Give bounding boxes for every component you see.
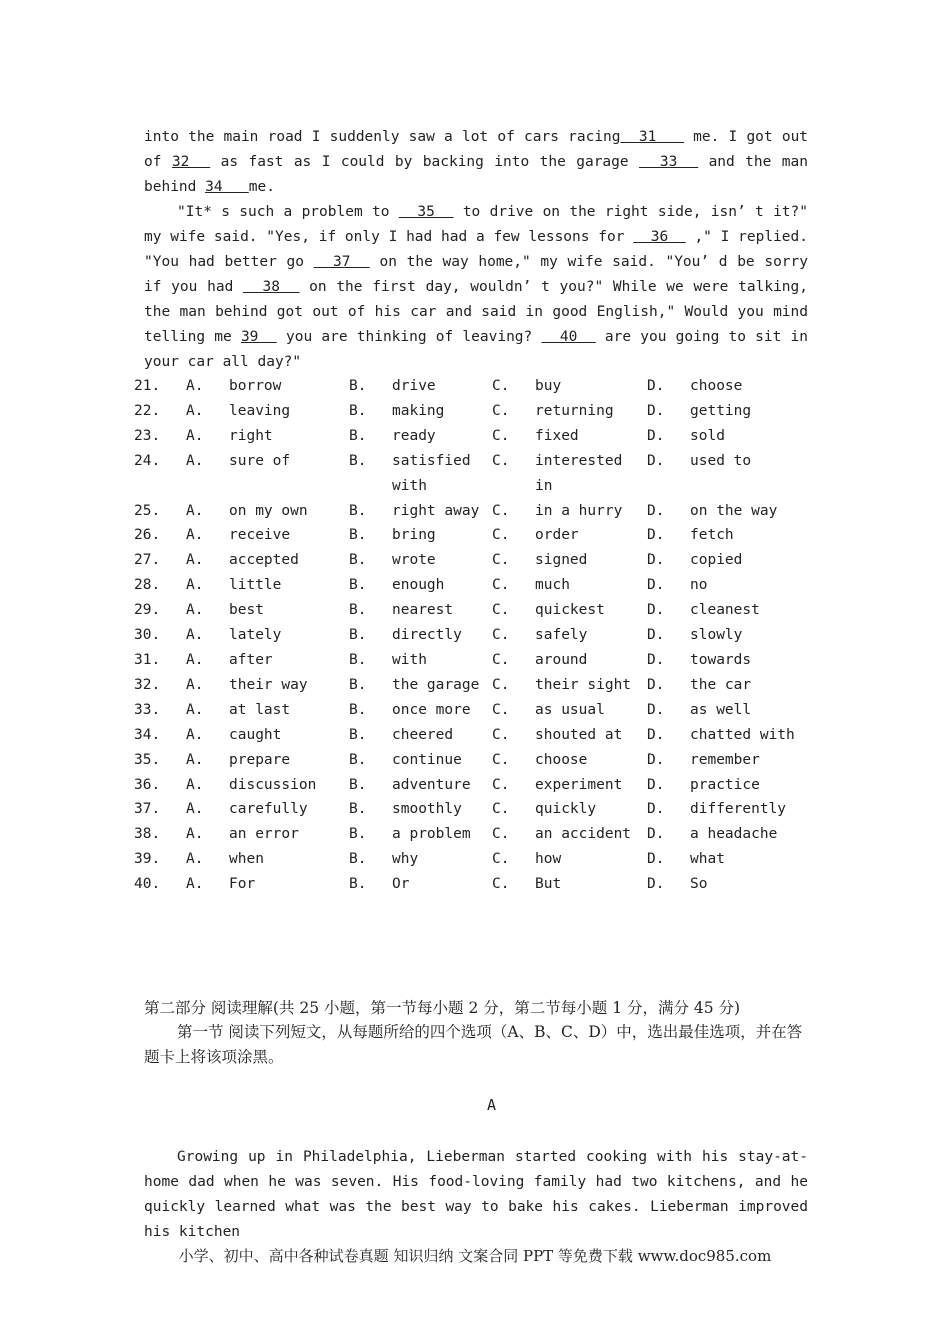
option-letter-c: C. xyxy=(492,726,510,743)
option-d: chatted with xyxy=(690,726,795,743)
question-row xyxy=(134,623,800,648)
question-row xyxy=(134,499,800,524)
option-b: wrote xyxy=(392,552,436,569)
option-d: fetch xyxy=(690,527,734,544)
blank-39: 39 xyxy=(240,329,277,345)
option-a: their way xyxy=(229,676,308,693)
option-c: interested in xyxy=(535,452,623,494)
option-b: cheered xyxy=(392,726,454,743)
option-letter-b: B. xyxy=(349,776,367,793)
option-letter-a: A. xyxy=(186,726,204,743)
blank-38: 38 xyxy=(243,279,300,295)
option-letter-d: D. xyxy=(647,726,665,743)
option-letter-a: A. xyxy=(186,627,204,644)
option-a: sure of xyxy=(229,452,291,469)
option-b: directly xyxy=(392,627,462,644)
option-c: how xyxy=(535,851,562,868)
option-b: bring xyxy=(392,527,436,544)
option-a: carefully xyxy=(229,801,308,818)
question-number: 27. xyxy=(134,552,161,569)
passage-label: A xyxy=(486,1096,497,1114)
question-number: 37. xyxy=(134,801,161,818)
option-letter-d: D. xyxy=(647,676,665,693)
blank-36: 36 xyxy=(633,229,686,245)
option-letter-b: B. xyxy=(349,726,367,743)
option-letter-c: C. xyxy=(492,527,510,544)
option-b: once more xyxy=(392,701,471,718)
option-letter-c: C. xyxy=(492,676,510,693)
option-letter-c: C. xyxy=(492,452,510,469)
option-a: after xyxy=(229,651,273,668)
option-d: differently xyxy=(690,801,787,818)
option-d: practice xyxy=(690,776,760,793)
option-letter-d: D. xyxy=(647,402,665,419)
option-letter-d: D. xyxy=(647,776,665,793)
section-instruction: 第一节 阅读下列短文，从每题所给的四个选项（A、B、C、D）中，选出最佳选项，并在答题卡上将该项涂黑。 xyxy=(144,1023,803,1066)
blank-33: 33 xyxy=(639,154,699,170)
option-b: ready xyxy=(392,427,436,444)
option-d: slowly xyxy=(690,627,743,644)
question-number: 30. xyxy=(134,627,161,644)
question-row xyxy=(134,573,800,598)
option-d: used to xyxy=(690,452,752,469)
option-a: receive xyxy=(229,527,291,544)
question-row xyxy=(134,449,800,499)
option-letter-d: D. xyxy=(647,627,665,644)
option-letter-d: D. xyxy=(647,851,665,868)
option-letter-b: B. xyxy=(349,876,367,893)
option-letter-b: B. xyxy=(349,701,367,718)
option-d: towards xyxy=(690,651,752,668)
option-a: an error xyxy=(229,826,299,843)
option-b: right away xyxy=(392,502,480,519)
question-row xyxy=(134,424,800,449)
option-a: caught xyxy=(229,726,282,743)
option-letter-d: D. xyxy=(647,826,665,843)
option-c: an accident xyxy=(535,826,632,843)
text-segment: as fast as I could by backing into the garage xyxy=(210,154,640,170)
question-row xyxy=(134,748,800,773)
option-d: the car xyxy=(690,676,752,693)
option-letter-a: A. xyxy=(186,876,204,893)
question-number: 33. xyxy=(134,701,161,718)
option-c: around xyxy=(535,651,588,668)
option-b: making xyxy=(392,402,445,419)
question-row xyxy=(134,723,800,748)
option-letter-b: B. xyxy=(349,427,367,444)
option-letter-c: C. xyxy=(492,552,510,569)
question-number: 28. xyxy=(134,577,161,594)
options-table xyxy=(134,374,800,897)
blank-34: 34 xyxy=(205,179,249,195)
option-letter-d: D. xyxy=(647,876,665,893)
option-letter-d: D. xyxy=(647,527,665,544)
question-number: 24. xyxy=(134,452,161,469)
option-a: right xyxy=(229,427,273,444)
question-row xyxy=(134,523,800,548)
option-letter-c: C. xyxy=(492,651,510,668)
option-letter-b: B. xyxy=(349,402,367,419)
option-c: shouted at xyxy=(535,726,623,743)
option-c: returning xyxy=(535,402,614,419)
option-letter-b: B. xyxy=(349,627,367,644)
option-letter-a: A. xyxy=(186,701,204,718)
option-letter-b: B. xyxy=(349,552,367,569)
option-letter-c: C. xyxy=(492,876,510,893)
option-letter-a: A. xyxy=(186,602,204,619)
option-c: their sight xyxy=(535,676,632,693)
option-letter-a: A. xyxy=(186,651,204,668)
option-letter-c: C. xyxy=(492,751,510,768)
option-d: remember xyxy=(690,751,760,768)
option-d: what xyxy=(690,851,725,868)
option-letter-d: D. xyxy=(647,602,665,619)
option-b: continue xyxy=(392,751,462,768)
question-number: 39. xyxy=(134,851,161,868)
text-segment: into the main road I suddenly saw a lot of cars racing xyxy=(144,129,621,145)
option-letter-c: C. xyxy=(492,502,510,519)
option-letter-a: A. xyxy=(186,452,204,469)
option-c: buy xyxy=(535,378,562,394)
option-letter-a: A. xyxy=(186,552,204,569)
question-row xyxy=(134,847,800,872)
option-c: experiment xyxy=(535,776,623,793)
option-d: So xyxy=(690,876,708,893)
option-a: For xyxy=(229,876,256,893)
option-letter-c: C. xyxy=(492,602,510,619)
option-letter-a: A. xyxy=(186,577,204,594)
option-b: nearest xyxy=(392,602,454,619)
option-c: in a hurry xyxy=(535,502,623,519)
blank-40: 40 xyxy=(541,329,596,345)
option-a: discussion xyxy=(229,776,317,793)
option-b: enough xyxy=(392,577,445,594)
option-letter-c: C. xyxy=(492,851,510,868)
option-c: signed xyxy=(535,552,588,569)
question-number: 38. xyxy=(134,826,161,843)
option-b: with xyxy=(392,651,427,668)
option-c: quickest xyxy=(535,602,605,619)
option-c: But xyxy=(535,876,562,893)
blank-32: 32 xyxy=(171,154,211,170)
option-letter-a: A. xyxy=(186,826,204,843)
question-number: 34. xyxy=(134,726,161,743)
option-a: accepted xyxy=(229,552,299,569)
option-b: satisfied with xyxy=(392,452,471,494)
cloze-paragraph-1 xyxy=(144,125,808,200)
option-b: Or xyxy=(392,876,410,893)
question-number: 23. xyxy=(134,427,161,444)
option-a: at last xyxy=(229,701,291,718)
option-d: sold xyxy=(690,427,725,444)
question-row xyxy=(134,698,800,723)
option-letter-a: A. xyxy=(186,402,204,419)
question-number: 26. xyxy=(134,527,161,544)
option-c: choose xyxy=(535,751,588,768)
option-letter-d: D. xyxy=(647,577,665,594)
option-letter-b: B. xyxy=(349,851,367,868)
option-letter-d: D. xyxy=(647,651,665,668)
text-segment: to drive on the right side, isn’ t it?" my wife said. "Yes, if only I had had a few lessons for xyxy=(144,204,808,245)
option-letter-c: C. xyxy=(492,701,510,718)
option-letter-d: D. xyxy=(647,452,665,469)
text-segment: on the way home," my wife said. "You’ d be sorry if you had xyxy=(144,254,808,295)
option-b: a problem xyxy=(392,826,471,843)
passage-a-text: Growing up in Philadelphia, Lieberman started cooking with his stay-at-home dad when he was seven. His food-loving family had two kitchens, and he quickly learned what was the best way to bake his cakes. Lieberman improved his kitchen xyxy=(144,1149,808,1240)
option-a: when xyxy=(229,851,264,868)
option-letter-c: C. xyxy=(492,627,510,644)
option-letter-b: B. xyxy=(349,378,367,394)
option-letter-c: C. xyxy=(492,826,510,843)
blank-37: 37 xyxy=(313,254,370,270)
option-a: leaving xyxy=(229,402,291,419)
option-letter-d: D. xyxy=(647,701,665,718)
option-d: getting xyxy=(690,402,752,419)
option-b: adventure xyxy=(392,776,471,793)
question-number: 22. xyxy=(134,402,161,419)
option-letter-d: D. xyxy=(647,502,665,519)
blank-35: 35 xyxy=(398,204,454,220)
option-d: as well xyxy=(690,701,752,718)
option-d: copied xyxy=(690,552,743,569)
question-number: 29. xyxy=(134,602,161,619)
blank-31: 31 xyxy=(620,129,684,145)
option-letter-c: C. xyxy=(492,801,510,818)
option-letter-c: C. xyxy=(492,776,510,793)
option-letter-b: B. xyxy=(349,801,367,818)
option-d: on the way xyxy=(690,502,778,519)
option-letter-a: A. xyxy=(186,851,204,868)
text-segment: are you going to sit in your car all day?" xyxy=(144,329,808,370)
question-number: 32. xyxy=(134,676,161,693)
option-letter-b: B. xyxy=(349,577,367,594)
option-letter-d: D. xyxy=(647,378,665,394)
option-letter-d: D. xyxy=(647,801,665,818)
question-row xyxy=(134,673,800,698)
question-number: 21. xyxy=(134,378,161,394)
option-b: smoothly xyxy=(392,801,462,818)
footer-banner: 小学、初中、高中各种试卷真题 知识归纳 文案合同 PPT 等免费下载 www.doc985.com xyxy=(178,1247,772,1265)
text-segment: me. I got out of xyxy=(144,129,809,170)
option-a: lately xyxy=(229,627,282,644)
option-letter-a: A. xyxy=(186,776,204,793)
text-segment: and the man behind xyxy=(144,154,808,195)
option-letter-c: C. xyxy=(492,577,510,594)
option-letter-c: C. xyxy=(492,378,510,394)
question-row xyxy=(134,598,800,623)
option-letter-b: B. xyxy=(349,527,367,544)
option-letter-a: A. xyxy=(186,378,204,394)
question-row xyxy=(134,872,800,897)
question-row xyxy=(134,548,800,573)
option-letter-c: C. xyxy=(492,427,510,444)
text-segment: ," I replied. "You had better go xyxy=(144,229,808,270)
option-b: drive xyxy=(392,378,436,394)
option-letter-a: A. xyxy=(186,676,204,693)
option-d: cleanest xyxy=(690,602,760,619)
question-row xyxy=(134,773,800,798)
option-c: as usual xyxy=(535,701,605,718)
option-letter-d: D. xyxy=(647,427,665,444)
option-letter-b: B. xyxy=(349,826,367,843)
question-number: 36. xyxy=(134,776,161,793)
option-a: borrow xyxy=(229,378,282,394)
option-letter-a: A. xyxy=(186,427,204,444)
option-a: prepare xyxy=(229,751,291,768)
option-letter-c: C. xyxy=(492,402,510,419)
option-letter-a: A. xyxy=(186,801,204,818)
text-segment: on the first day, wouldn’ t you?" While we were talking, the man behind got out of his car and said in good English," Would you mind telling me xyxy=(144,279,808,345)
option-letter-a: A. xyxy=(186,751,204,768)
option-c: quickly xyxy=(535,801,597,818)
option-c: much xyxy=(535,577,570,594)
option-letter-b: B. xyxy=(349,651,367,668)
question-number: 35. xyxy=(134,751,161,768)
option-a: on my own xyxy=(229,502,308,519)
option-letter-b: B. xyxy=(349,676,367,693)
option-c: safely xyxy=(535,627,588,644)
option-a: little xyxy=(229,577,282,594)
question-row xyxy=(134,399,800,424)
option-letter-b: B. xyxy=(349,502,367,519)
question-number: 31. xyxy=(134,651,161,668)
question-number: 40. xyxy=(134,876,161,893)
question-row xyxy=(134,822,800,847)
question-row xyxy=(134,648,800,673)
question-number: 25. xyxy=(134,502,161,519)
option-c: order xyxy=(535,527,579,544)
option-letter-b: B. xyxy=(349,751,367,768)
text-segment: "It* s such a problem to xyxy=(177,204,399,220)
text-segment: me. xyxy=(248,179,275,195)
cloze-paragraph-2 xyxy=(144,200,808,375)
option-letter-b: B. xyxy=(349,602,367,619)
question-row xyxy=(134,374,800,399)
option-b: the garage xyxy=(392,676,480,693)
option-letter-a: A. xyxy=(186,502,204,519)
question-row xyxy=(134,797,800,822)
option-letter-d: D. xyxy=(647,751,665,768)
option-c: fixed xyxy=(535,427,579,444)
option-d: a headache xyxy=(690,826,778,843)
option-letter-d: D. xyxy=(647,552,665,569)
option-b: why xyxy=(392,851,419,868)
section-heading: 第二部分 阅读理解(共 25 小题，第一节每小题 2 分，第二节每小题 1 分，满分 45 分) xyxy=(144,999,741,1017)
option-d: no xyxy=(690,577,708,594)
option-a: best xyxy=(229,602,264,619)
option-d: choose xyxy=(690,378,743,394)
text-segment: you are thinking of leaving? xyxy=(276,329,542,345)
option-letter-a: A. xyxy=(186,527,204,544)
option-letter-b: B. xyxy=(349,452,367,469)
